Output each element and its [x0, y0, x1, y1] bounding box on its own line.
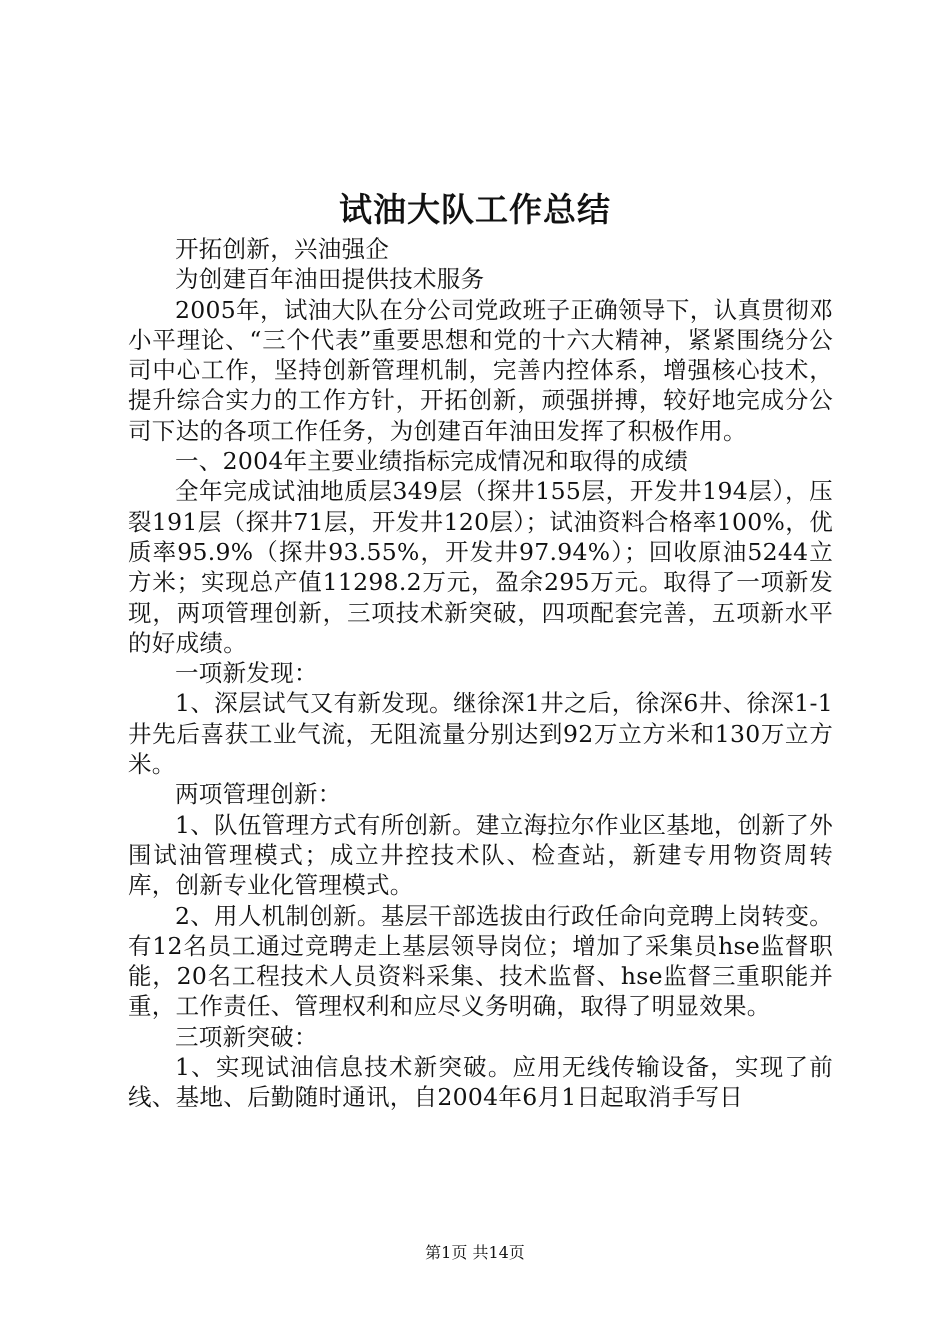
heading-breakthroughs: 三项新突破：: [175, 1022, 318, 1051]
paragraph-intro: 2005年，试油大队在分公司党政班子正确领导下，认真贯彻邓小平理论、“三个代表”重要思想和党的十六大精神，紧紧围绕分公司中心工作，坚持创新管理机制，完善内控体系，增强核心技术，提升综合实力的工作方针，开拓创新，顽强拼搏，较好地完成分公司下达的各项工作任务，为创建百年油田发挥了积极作用。: [128, 295, 833, 445]
paragraph-subtitle-2: 为创建百年油田提供技术服务: [175, 265, 485, 294]
paragraph-breakthrough-1: 1、实现试油信息技术新突破。应用无线传输设备，实现了前线、基地、后勤随时通讯，自2004年6月1日起取消手写日: [128, 1053, 833, 1112]
paragraph-innovation-1: 1、队伍管理方式有所创新。建立海拉尔作业区基地，创新了外围试油管理模式；成立井控技术队、检查站，新建专用物资周转库，创新专业化管理模式。: [128, 810, 833, 900]
document-body: [128, 234, 833, 1113]
heading-new-discovery: 一项新发现：: [175, 659, 318, 688]
document-title: 试油大队工作总结: [339, 190, 611, 229]
paragraph-innovation-2: 2、用人机制创新。基层干部选拔由行政任命向竞聘上岗转变。有12名员工通过竞聘走上基层领导岗位；增加了采集员hse监督职能，20名工程技术人员资料采集、技术监督、hse监督三重职能并重，工作责任、管理权利和应尽义务明确，取得了明显效果。: [128, 901, 833, 1021]
paragraph-discovery-1: 1、深层试气又有新发现。继徐深1井之后，徐深6井、徐深1-1井先后喜获工业气流，无阻流量分别达到92万立方米和130万立方米。: [128, 689, 833, 779]
section-heading-1: 一、2004年主要业绩指标完成情况和取得的成绩: [175, 447, 689, 476]
heading-management-innovation: 两项管理创新：: [175, 780, 342, 809]
page-number-footer: 第1页 共14页: [425, 1243, 525, 1262]
paragraph-achievements: 全年完成试油地质层349层（探井155层，开发井194层），压裂191层（探井71层，开发井120层）；试油资料合格率100%，优质率95.9%（探井93.55%，开发井97.94%）；回收原油5244立方米；实现总产值11298.2万元，盈余295万元。取得了一项新发现，两项管理创新，三项技术新突破，四项配套完善，五项新水平的好成绩。: [128, 477, 833, 657]
paragraph-subtitle-1: 开拓创新，兴油强企: [175, 235, 390, 263]
